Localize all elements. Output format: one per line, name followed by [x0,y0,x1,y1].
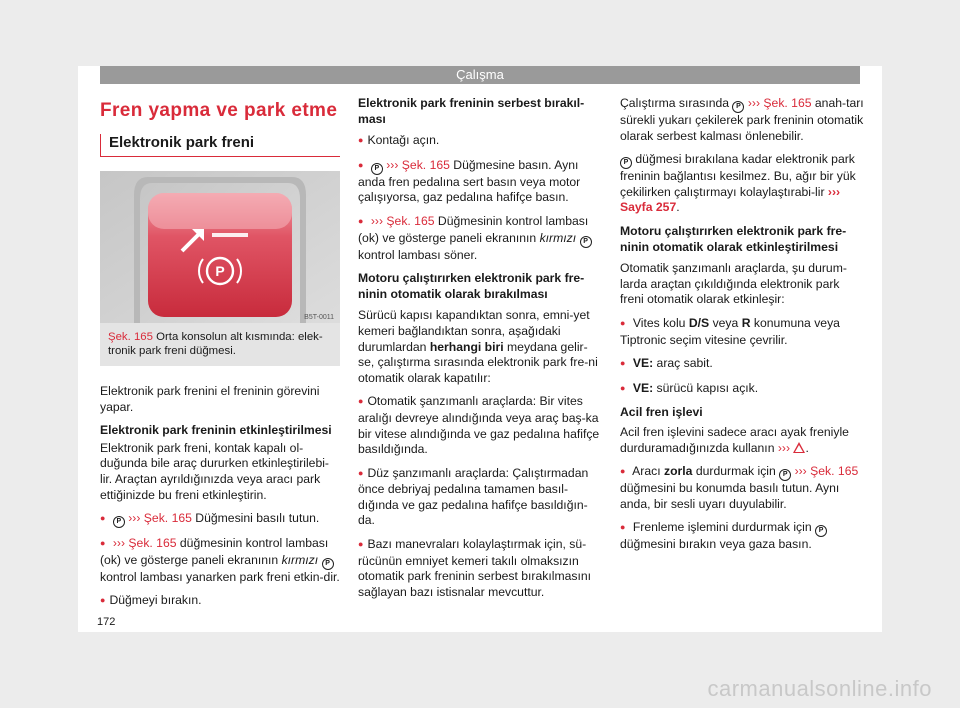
emergency-step-1: ● Aracı zorla durdurmak için P ››› Şek. 165 düğmesini bu konumda basılı tutun. Aynı anda, bir sesli uyarı duyulabilir. [620,464,864,512]
activate-step-3: ● Düğmeyi bırakın. [100,593,340,610]
parking-brake-icon: P [779,469,791,481]
svg-text:P: P [215,263,225,279]
release-step-3: ● ››› Şek. 165 Düğmesinin kontrol lambası (ok) ve gösterge paneli ekranının kırmızı P kontrol lambası söner. [358,214,602,263]
parking-brake-icon: P [371,163,383,175]
caption-ref[interactable]: Şek. 165 [108,331,153,343]
towing-paragraph: P düğmesi bırakılana kadar elektronik park freninin bağlantısı kesilmez. Bu, ağır bir yük çekilirken çalıştırmayı kolaylaştırabi-lir ››› Sayfa 257. [620,152,856,215]
heading-activate: Elektronik park freninin etkinleştirilmesi [100,423,332,438]
auto-release-case-1: ● Otomatik şanzımanlı araçlarda: Bir vites aralığı devreye alındığında veya araç baş-ka bir vitese alındığında ve gaz pedalına hafifçe basıldığında. [358,394,602,457]
chapter-header: Çalışma [100,66,860,84]
parking-brake-icon: P [580,236,592,248]
auto-release-paragraph: Sürücü kapısı kapandıktan sonra, emni-yet kemeri bağlandıktan sonra, aşağıdaki durumlardan herhangi biri meydana gelir-se, çalıştırma sırasında elektronik park fre-ni otomatik olarak kapatılır: [358,308,598,385]
heading-auto-release: Motoru çalıştırırken elektronik park fre-ninin otomatik olarak bırakılması [358,271,585,301]
ref-link[interactable]: Şek. 165 [810,464,859,479]
parking-brake-icon: P [620,157,632,169]
parking-brake-icon: P [322,558,334,570]
auto-activate-paragraph: Otomatik şanzımanlı araçlarda, şu durum-larda araçtan çıkıldığında elektronik park freni otomatik olarak etkinleşir: [620,261,847,307]
activate-paragraph: Elektronik park freni, kontak kapalı ol-duğunda bile araç dururken etkinleştirilebi-lir. Araçtan ayrıldığınızda veya aracı park ettiğinizde bu freni etkinleştirin. [100,440,329,502]
figure-code: B5T-0011 [304,314,334,321]
ref-link[interactable]: Şek. 165 [386,213,435,228]
column-middle [358,96,602,608]
column-right [620,96,864,561]
column-left [100,96,340,618]
ref-link[interactable]: Şek. 165 [763,96,812,110]
auto-activate-case-2: ● VE: araç sabit. [620,356,864,373]
indicator-lamp [212,233,248,237]
figure-165 [100,171,340,366]
parking-brake-icon: P [815,525,827,537]
release-step-1: ● Kontağı açın. [358,133,602,150]
parking-brake-button-image [100,171,340,323]
ref-link[interactable]: Şek. 165 [128,536,177,551]
ref-link[interactable]: Şek. 165 [401,157,450,172]
auto-release-case-2: ● Düz şanzımanlı araçlarda: Çalıştırmadan önce debriyaj pedalına tamamen basıl-dığında ve gaz pedalına hafifçe basıldığın-da. [358,466,602,529]
emergency-paragraph: Acil fren işlevini sadece aracı ayak freniyle durduramadığınızda kullanın ››› . [620,424,849,455]
parking-brake-illustration [100,171,340,323]
figure-caption [100,323,340,366]
activate-step-1: ● P ››› Şek. 165 Düğmesini basılı tutun. [100,511,340,528]
heading-emergency: Acil fren işlevi [620,405,703,420]
section-title: Fren yapma ve park etme [100,100,338,121]
parking-brake-icon: P [732,101,744,113]
ref-link[interactable]: Şek. 165 [143,511,192,526]
page-ref-link[interactable]: Sayfa 257 [620,200,677,215]
release-step-2: ● P ››› Şek. 165 Düğmesine basın. Aynı anda fren pedalına sert basın veya motor çalışıyorsa, gaz pedalına hafifçe basın. [358,158,602,206]
auto-release-case-3: ● Bazı manevraları kolaylaştırmak için, sü-rücünün emniyet kemeri takılı olmaksızın otomatik park freninin serbest bırakılmasını sağlayan bazı istisnalar mevcuttur. [358,537,602,600]
auto-activate-case-3: ● VE: sürücü kapısı açık. [620,381,864,398]
heading-release: Elektronik park freninin serbest bırakıl-ması [358,96,585,126]
activate-step-2: ● ››› Şek. 165 düğmesinin kontrol lambası (ok) ve gösterge paneli ekranının kırmızı P kontrol lambası yanarken park freni etkin-dir. [100,536,340,585]
caption-text: Orta konsolun alt kısmında: elek-tronik park freni düğmesi. [108,331,323,357]
parking-brake-icon: P [113,516,125,528]
auto-activate-case-1: ● Vites kolu D/S veya R konumuna veya Tiptronic seçim vitesine çevrilir. [620,316,864,348]
intro-paragraph: Elektronik park frenini el freninin görevini yapar. [100,384,320,414]
watermark: carmanualsonline.info [707,676,932,701]
start-paragraph: Çalıştırma sırasında P ››› Şek. 165 anah-tarı sürekli yukarı çekilerek park freninin otomatik olarak serbest kalması önlenebilir. [620,96,864,143]
page-number: 172 [97,616,116,628]
warning-icon[interactable] [793,442,805,453]
subsection-title: Elektronik park freni [100,134,340,157]
emergency-step-2: ● Frenleme işlemini durdurmak için P düğmesini bırakın veya gaza basın. [620,520,864,553]
heading-auto-activate: Motoru çalıştırırken elektronik park fre-ninin otomatik olarak etkinleştirilmesi [620,223,847,254]
